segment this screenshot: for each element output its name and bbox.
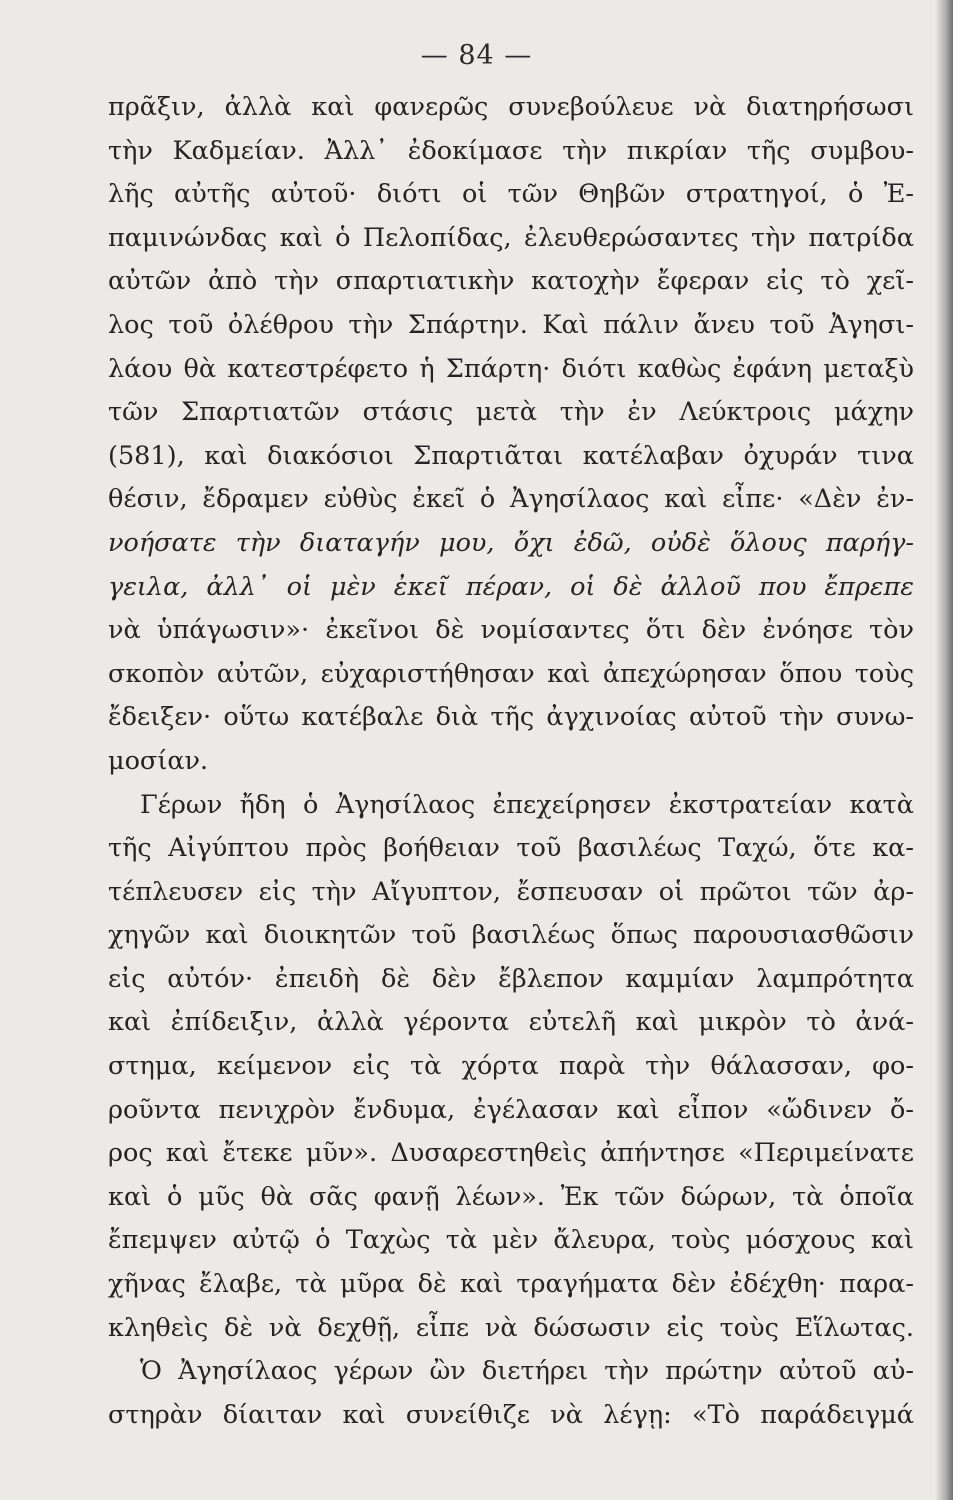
text-line: λῆς αὐτῆς αὐτοῦ· διότι οἱ τῶν Θηβῶν στρατηγοί, ὁ Ἐ-: [108, 179, 914, 210]
text-line: σκοπὸν αὐτῶν, εὐχαριστήθησαν καὶ ἀπεχώρησαν ὅπου τοὺς: [108, 658, 914, 689]
text-line: καὶ ὁ μῦς θὰ σᾶς φανῇ λέων». Ἐκ τῶν δώρων, τὰ ὁποῖα: [108, 1181, 914, 1212]
paragraph-first-line: Γέρων ἤδη ὁ Ἀγησίλαος ἐπεχείρησεν ἐκστρατείαν κατὰ: [140, 789, 914, 820]
text-line: χηγῶν καὶ διοικητῶν τοῦ βασιλέως ὅπως παρουσιασθῶσιν: [108, 920, 914, 951]
text-line: πρᾶξιν, ἀλλὰ καὶ φανερῶς συνεβούλευε νὰ διατηρήσωσι: [108, 92, 914, 122]
text-line: ροῦντα πενιχρὸν ἔνδυμα, ἐγέλασαν καὶ εἶπον «ὤδινεν ὄ-: [108, 1094, 914, 1125]
paragraph-first-line: Ὁ Ἀγησίλαος γέρων ὢν διετήρει τὴν πρώτην αὐτοῦ αὐ-: [140, 1356, 914, 1387]
text-line: νὰ ὑπάγωσιν»· ἐκεῖνοι δὲ νομίσαντες ὅτι δὲν ἐνόησε τὸν: [108, 615, 914, 646]
text-line: τὴν Καδμείαν. Ἀλλ᾽ ἐδοκίμασε τὴν πικρίαν τῆς συμβου-: [108, 135, 914, 166]
text-line: στηρὰν δίαιταν καὶ συνείθιζε νὰ λέγῃ: «Τὸ παράδειγμά: [108, 1399, 914, 1430]
text-line: θέσιν, ἔδραμεν εὐθὺς ἐκεῖ ὁ Ἀγησίλαος καὶ εἶπε· «Δὲν ἐν-: [108, 484, 914, 515]
text-line: χῆνας ἔλαβε, τὰ μῦρα δὲ καὶ τραγήματα δὲν ἐδέχθη· παρα-: [108, 1269, 914, 1300]
text-line: λος τοῦ ὀλέθρου τὴν Σπάρτην. Καὶ πάλιν ἄνευ τοῦ Ἀγησι-: [108, 309, 914, 340]
text-line: (581), καὶ διακόσιοι Σπαρτιᾶται κατέλαβαν ὀχυράν τινα: [108, 440, 914, 471]
text-line: λάου θὰ κατεστρέφετο ἡ Σπάρτη· διότι καθὼς ἐφάνη μεταξὺ: [108, 353, 914, 384]
text-line: ἔπεμψεν αὐτῷ ὁ Ταχὼς τὰ μὲν ἄλευρα, τοὺς μόσχους καὶ: [108, 1225, 914, 1256]
text-line: αὐτῶν ἀπὸ τὴν σπαρτιατικὴν κατοχὴν ἔφεραν εἰς τὸ χεῖ-: [108, 266, 914, 297]
text-line: ἔδειξεν· οὕτω κατέβαλε διὰ τῆς ἀγχινοίας αὐτοῦ τὴν συνω-: [108, 702, 914, 733]
text-line: στημα, κείμενον εἰς τὰ χόρτα παρὰ τὴν θάλασσαν, φο-: [108, 1051, 914, 1082]
text-line: παμινώνδας καὶ ὁ Πελοπίδας, ἐλευθερώσαντες τὴν πατρίδα: [108, 222, 914, 253]
text-line-italic: γειλα, ἀλλ᾽ οἱ μὲν ἐκεῖ πέραν, οἱ δὲ ἀλλοῦ που ἔπρεπε: [108, 571, 914, 602]
text-line: καὶ ἐπίδειξιν, ἀλλὰ γέροντα εὐτελῆ καὶ μικρὸν τὸ ἀνά-: [108, 1007, 914, 1038]
body-text: [108, 86, 914, 1437]
text-line: ρος καὶ ἔτεκε μῦν». Δυσαρεστηθεὶς ἀπήντησε «Περιμείνατε: [108, 1138, 914, 1169]
text-line: τῶν Σπαρτιατῶν στάσις μετὰ τὴν ἐν Λεύκτροις μάχην: [108, 397, 914, 428]
text-line: τῆς Αἰγύπτου πρὸς βοήθειαν τοῦ βασιλέως Ταχώ, ὅτε κα-: [108, 833, 914, 864]
page-number: — 84 —: [420, 40, 533, 71]
text-line: τέπλευσεν εἰς τὴν Αἴγυπτον, ἔσπευσαν οἱ πρῶτοι τῶν ἀρ-: [108, 876, 914, 907]
text-line-italic: νοήσατε τὴν διαταγήν μου, ὄχι ἐδῶ, οὐδὲ ὅλους παρήγ-: [108, 527, 914, 558]
text-line: μοσίαν.: [108, 745, 209, 776]
text-line: κληθεὶς δὲ νὰ δεχθῇ, εἶπε νὰ δώσωσιν εἰς τοὺς Εἵλωτας.: [108, 1312, 914, 1343]
page-edge-shadow: [935, 0, 953, 1500]
text-line: εἰς αὐτόν· ἐπειδὴ δὲ δὲν ἔβλεπον καμμίαν λαμπρότητα: [108, 963, 914, 994]
